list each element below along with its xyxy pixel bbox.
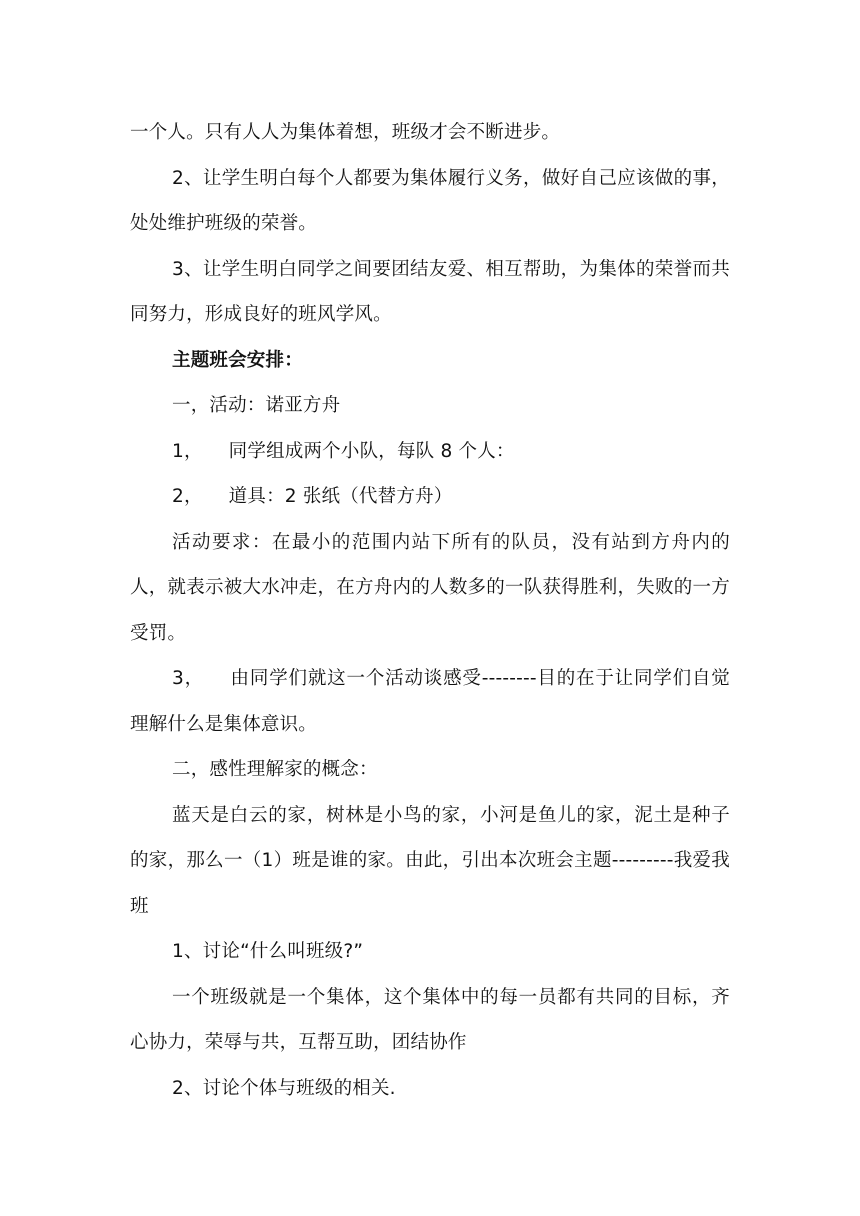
paragraph-14 bbox=[130, 1066, 730, 1112]
paragraph-11 bbox=[130, 793, 730, 930]
list-item-3 bbox=[130, 656, 730, 747]
paragraph-5 bbox=[130, 383, 730, 429]
list-number: 3， bbox=[172, 668, 204, 689]
paragraph-text: 2、让学生明白每个人都要为集体履行义务，做好自己应该做的事，处处维护班级的荣誉。 bbox=[130, 167, 730, 234]
document-body bbox=[130, 110, 730, 1111]
paragraph-8 bbox=[130, 520, 730, 657]
paragraph-1 bbox=[130, 110, 730, 156]
paragraph-10 bbox=[130, 747, 730, 793]
paragraph-text: 一，活动：诺亚方舟 bbox=[172, 395, 341, 416]
list-item-2 bbox=[130, 474, 730, 520]
list-text: 同学组成两个小队，每队 8 个人： bbox=[228, 440, 515, 462]
paragraph-text: 蓝天是白云的家，树林是小鸟的家，小河是鱼儿的家，泥土是种子的家，那么一（1）班是谁的家。由此，引出本次班会主题---------我爱我班 bbox=[130, 804, 730, 917]
list-text: 道具：2 张纸（代替方舟） bbox=[228, 486, 453, 507]
list-number: 1， bbox=[172, 440, 203, 462]
section-heading bbox=[130, 338, 730, 384]
heading-text: 主题班会安排： bbox=[172, 349, 303, 371]
paragraph-text: 3、让学生明白同学之间要团结友爱、相互帮助，为集体的荣誉而共同努力，形成良好的班风学风。 bbox=[130, 258, 730, 325]
list-text: 由同学们就这一个活动谈感受--------目的在于让同学们自觉理解什么是集体意识。 bbox=[130, 668, 730, 735]
paragraph-12 bbox=[130, 929, 730, 975]
paragraph-text: 二，感性理解家的概念： bbox=[172, 759, 378, 780]
paragraph-2 bbox=[130, 156, 730, 247]
paragraph-text: 一个班级就是一个集体，这个集体中的每一员都有共同的目标，齐心协力，荣辱与共，互帮互助，团结协作 bbox=[130, 986, 730, 1053]
paragraph-text: 活动要求：在最小的范围内站下所有的队员，没有站到方舟内的人，就表示被大水冲走，在方舟内的人数多的一队获得胜利，失败的一方受罚。 bbox=[130, 531, 730, 644]
paragraph-13 bbox=[130, 975, 730, 1066]
paragraph-text: 2、讨论个体与班级的相关. bbox=[172, 1077, 396, 1099]
paragraph-3 bbox=[130, 247, 730, 338]
paragraph-text: 1、讨论“什么叫班级?” bbox=[172, 941, 364, 962]
paragraph-text: 一个人。只有人人为集体着想，班级才会不断进步。 bbox=[130, 122, 561, 143]
list-item-1 bbox=[130, 429, 730, 475]
list-number: 2， bbox=[172, 486, 203, 507]
